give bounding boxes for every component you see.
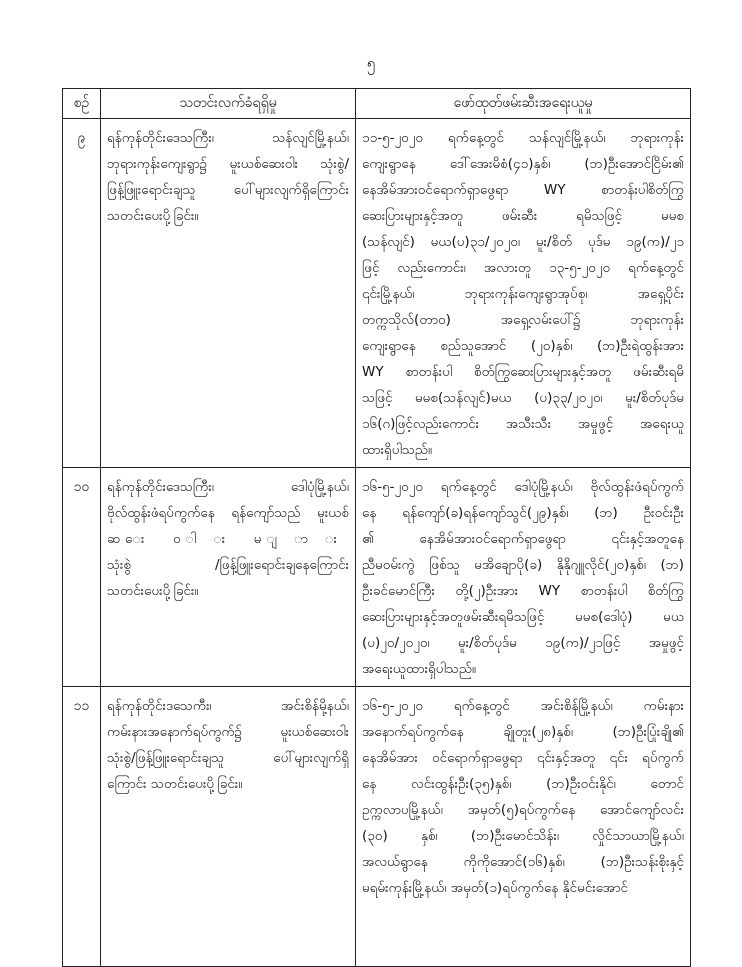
text-line: ထားရှိပါသည်။ [362, 442, 433, 458]
action-cell [356, 119, 691, 468]
text-line: ဘုရားကုန်းကျေးရွာ၌ မူးယစ်ဆေးဝါး သုံးစွဲ/ [107, 156, 349, 172]
text-line: သုံးစွဲ /ဖြန့်ဖြူးရောင်းချနေကြောင်း [107, 557, 349, 573]
text-line: နေ ရန်ကျော်(ခ)ရန်ကျော်သွင်(၂၉)နှစ်၊ (ဘ) ဦးဝင်းဦး [362, 505, 684, 521]
text-line: ၎င်းမြို့နယ်၊ ဘုရားကုန်းကျေးရွာအုပ်စု၊ အရှေ့ပိုင်း [362, 286, 684, 302]
serial-no: ၉ [63, 119, 101, 468]
table-row [63, 468, 691, 687]
serial-no: ၁၁ [63, 687, 101, 967]
page-number: ၅ [366, 54, 376, 72]
table-row [63, 119, 691, 468]
text-line: နေအိမ်အား ဝင်ရောက်ရှာဖွေရာ ၎င်းနှင့်အတူ ၎င်း ရပ်ကွက် [362, 750, 684, 766]
text-line: မရမ်းကုန်းမြို့နယ်၊ အမှတ်(၁)ရပ်ကွက်နေ နိုင်မင်းအောင် [362, 880, 628, 896]
report-cell [101, 119, 356, 468]
text-line: နေအိမ်အားဝင်ရောက်ရှာဖွေရာ WY စာတန်းပါစိတ်ကြွ [362, 182, 684, 198]
action-cell [356, 687, 691, 967]
text-line: ၁၆-၅-၂၀၂၀ ရက်နေ့တွင် ဒေါပုံမြို့နယ်၊ ဗိုလ်ထွန်းဖံရပ်ကွက် [362, 479, 684, 495]
text-line: WY စာတန်းပါ စိတ်ကြွဆေးပြားများနှင့်အတူ ဖမ်းဆီးရမိ [362, 364, 684, 380]
text-line: အလယ်ရွာနေ ကိုကိုအောင်(၁၆)နှစ်၊ (ဘ)ဦးသန်းစိုးနှင့် [362, 854, 684, 870]
text-line: ၏ နေအိမ်အားဝင်ရောက်ရှာဖွေရာ ၎င်းနှင့်အတူနေ [362, 531, 684, 547]
text-line: တက္ကသိုလ်(တာ၀) အရှေ့လမ်းပေါ်၌ ဘုရားကုန်း [362, 312, 684, 328]
text-line: ၁၆(ဂ)ဖြင့်လည်းကောင်း အသီးသီး အမှုဖွင့် အရေးယူ [362, 416, 684, 432]
text-line: အနောက်ရပ်ကွက်နေ ချိုတူး(၂၈)နှစ်၊ (ဘ)ဦးပြုံးချို၏ [362, 724, 684, 740]
text-line: ညီမဝမ်းကွဲ ဖြစ်သူ မအိချောပို(ခ) နိုနိုဂျူလိုင်(၂၀)နှစ်၊ (ဘ) [362, 557, 684, 573]
header-report-received: သတင်းလက်ခံရရှိမှု [101, 89, 356, 119]
text-line: ဦးခင်မောင်ကြီး တို့(၂)ဦးအား WY စာတန်းပါ စိတ်ကြွ [362, 583, 684, 599]
header-arrest-action: ဖော်ထုတ်ဖမ်းဆီးအရေးယူမှု [356, 89, 691, 119]
text-line: ဆေးပြားများနှင့်အတူဖမ်းဆီးရမိသဖြင့် မမစ(ဒေါပုံ) မယ [362, 609, 684, 625]
text-line: ရန်ကုန်တိုင်းဒသေကီး၊ အင်းစိန်မို့နယ်၊ [107, 698, 349, 714]
header-serial-no: စဉ် [63, 89, 101, 119]
text-line: ၁၁-၅-၂၀၂၀ ရက်နေ့တွင် သန်လျင်မြို့နယ်၊ ဘုရားကုန်း [362, 130, 684, 146]
action-cell [356, 468, 691, 687]
text-line: ရန်ကုန်တိုင်းဒေသကြီး၊ ဒေါပုံမြို့နယ်၊ [107, 479, 349, 495]
text-line: သတင်းပေးပို့ခြင်း။ [107, 208, 199, 224]
text-line: ဥက္ကလာပမြို့နယ်၊ အမှတ်(၅)ရပ်ကွက်နေ အောင်ကျော်လင်း [362, 802, 684, 818]
text-line: ကမ်းနားအနောက်ရပ်ကွက်၌ မူးယစ်ဆေးဝါး [107, 724, 349, 740]
text-line: ကျေးရွာနေ ဒေါ်အေးမိစံ(၄၁)နှစ်၊ (ဘ)ဦးအောင်ငြိမ်း၏ [362, 156, 684, 172]
text-line: ၁၆-၅-၂၀၂၀ ရက်နေ့တွင် အင်းစိန်မြို့နယ်၊ ကမ်းနား [362, 698, 684, 714]
table-header-row [63, 89, 691, 119]
report-cell [101, 468, 356, 687]
table-row [63, 687, 691, 967]
text-line: ဖြန့်ဖြူးရောင်းချသူ ပေါ်များလျက်ရှိကြောင်း [107, 182, 349, 198]
text-line: သုံးစွဲ/ဖြန့်ဖြူးရောင်းချသူ ပေါ်များလျက်ရှိ [107, 750, 349, 766]
report-cell [101, 687, 356, 967]
text-line: နေ လင်းထွန်းဦး(၃၅)နှစ်၊ (ဘ)ဦးဝင်းနိုင်၊ တောင် [362, 776, 684, 792]
text-line: (၃၀) နှစ်၊ (ဘ)ဦးမောင်သိန်း၊ လှိုင်သာယာမြို့နယ်၊ [362, 828, 684, 844]
text-line: သဖြင့် မမစ(သန်လျင်)မယ (ပ)၃၃/၂၀၂၀၊ မူး/စိတ်ပုဒ်မ [362, 390, 684, 406]
text-line: ဖြင့် လည်းကောင်း၊ အလားတူ ၁၃-၅-၂၀၂၀ ရက်နေ့တွင် [362, 260, 684, 276]
text-line: ကြောင်း သတင်းပေးပို့ခြင်း။ [107, 776, 243, 792]
text-line: ရန်ကုန်တိုင်းဒေသကြီး၊ သန်လျင်မြို့နယ်၊ [107, 130, 349, 146]
records-table [62, 88, 691, 967]
text-line: သတင်းပေးပို့ခြင်း။ [107, 583, 199, 599]
text-line: ဆေးပြားများနှင့်အတူ ဖမ်းဆီး ရမိသဖြင့် မမစ [362, 208, 684, 224]
text-line: အရေးယူထားရှိပါသည်။ [362, 661, 477, 677]
serial-no: ၁၀ [63, 468, 101, 687]
text-line: (သန်လျင်) မယ(ပ)၃၁/၂၀၂၀၊ မူး/စိတ် ပုဒ်မ ၁၉(က)/၂၁ [362, 234, 684, 250]
text-line: ဗိုလ်ထွန်းဖံရပ်ကွက်နေ ရန်ကျော်သည် မူးယစ် [107, 505, 349, 521]
text-line: ဆ ေး ဝ ါ း မ ျ ာ း [107, 531, 349, 547]
text-line: (ပ)၂၀/၂၀၂၀၊ မူး/စိတ်ပုဒ်မ ၁၉(က)/၂၁ဖြင့် အမှုဖွင့် [362, 635, 684, 651]
text-line: ကျေးရွာနေ စည်သူအောင် (၂၀)နှစ်၊ (ဘ)ဦးရဲထွန်းအား [362, 338, 684, 354]
